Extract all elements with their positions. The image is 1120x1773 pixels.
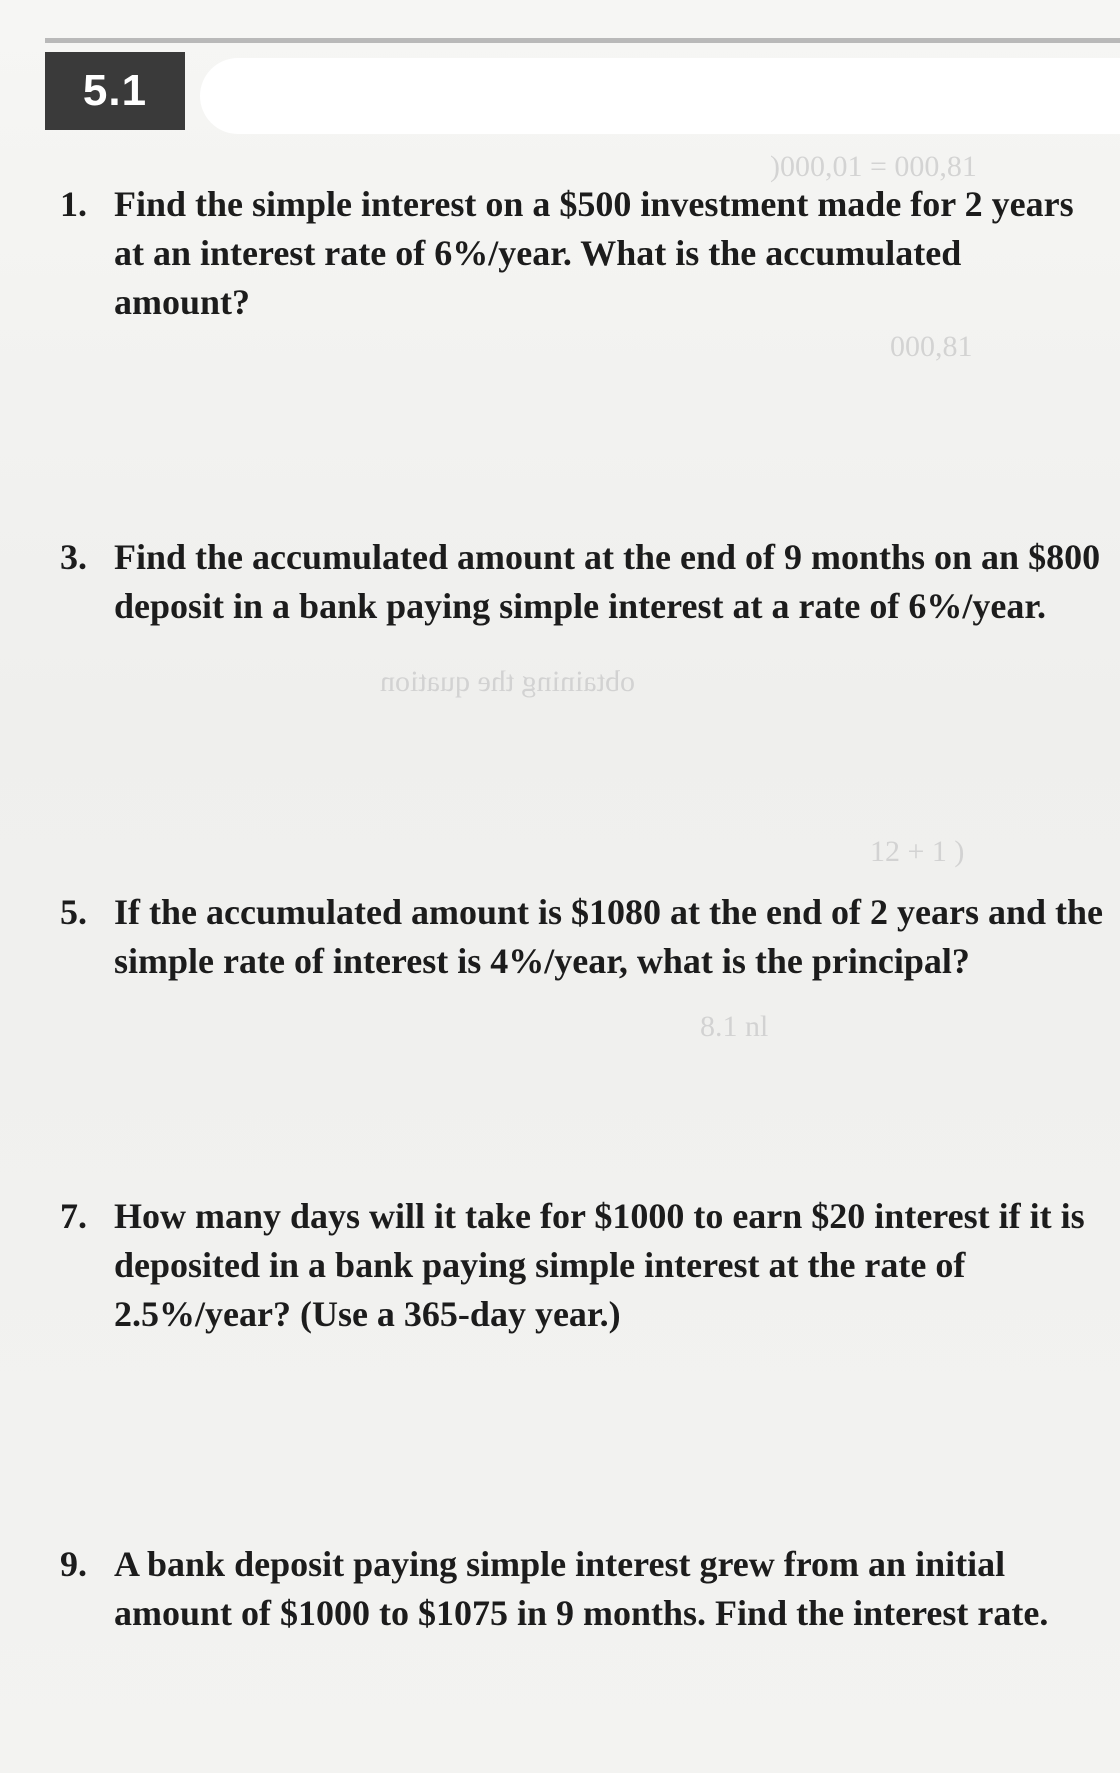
problem-number: 3.	[60, 537, 87, 577]
section-header-tab	[200, 58, 1120, 134]
show-through-mark: 12 + 1 )	[870, 835, 965, 868]
problem-text: Find the accumulated amount at the end of 9 months on an $800 deposit in a bank paying simple interest at a rate of 6%/year.	[114, 537, 1101, 626]
show-through-mark: 000,81	[890, 330, 973, 363]
show-through-mark: 8.1 nl	[700, 1010, 769, 1043]
problem-number: 5.	[60, 892, 87, 932]
problem-number: 7.	[60, 1196, 87, 1236]
problem-3	[60, 533, 1101, 631]
problem-number: 1.	[60, 184, 87, 224]
show-through-mark: obtaining the quation	[380, 665, 635, 698]
problem-text: How many days will it take for $1000 to earn $20 interest if it is deposited in a bank paying simple interest at the rate of 2.5%/year? (Use a 365-day year.)	[114, 1196, 1085, 1334]
top-rule	[45, 38, 1120, 43]
show-through-mark: )000,01 = 000,81	[770, 150, 977, 183]
problem-9	[60, 1540, 1080, 1638]
problem-text: A bank deposit paying simple interest grew from an initial amount of $1000 to $1075 in 9 months. Find the interest rate.	[114, 1544, 1049, 1633]
problem-number: 9.	[60, 1544, 87, 1584]
problem-text: If the accumulated amount is $1080 at the end of 2 years and the simple rate of interest is 4%/year, what is the principal?	[114, 892, 1103, 981]
section-number-badge: 5.1	[45, 52, 185, 130]
problem-text: Find the simple interest on a $500 investment made for 2 years at an interest rate of 6%/year. What is the accumulated amount?	[114, 184, 1074, 322]
problem-5	[60, 888, 1103, 986]
problem-1	[60, 180, 1080, 327]
problem-7	[60, 1192, 1085, 1339]
